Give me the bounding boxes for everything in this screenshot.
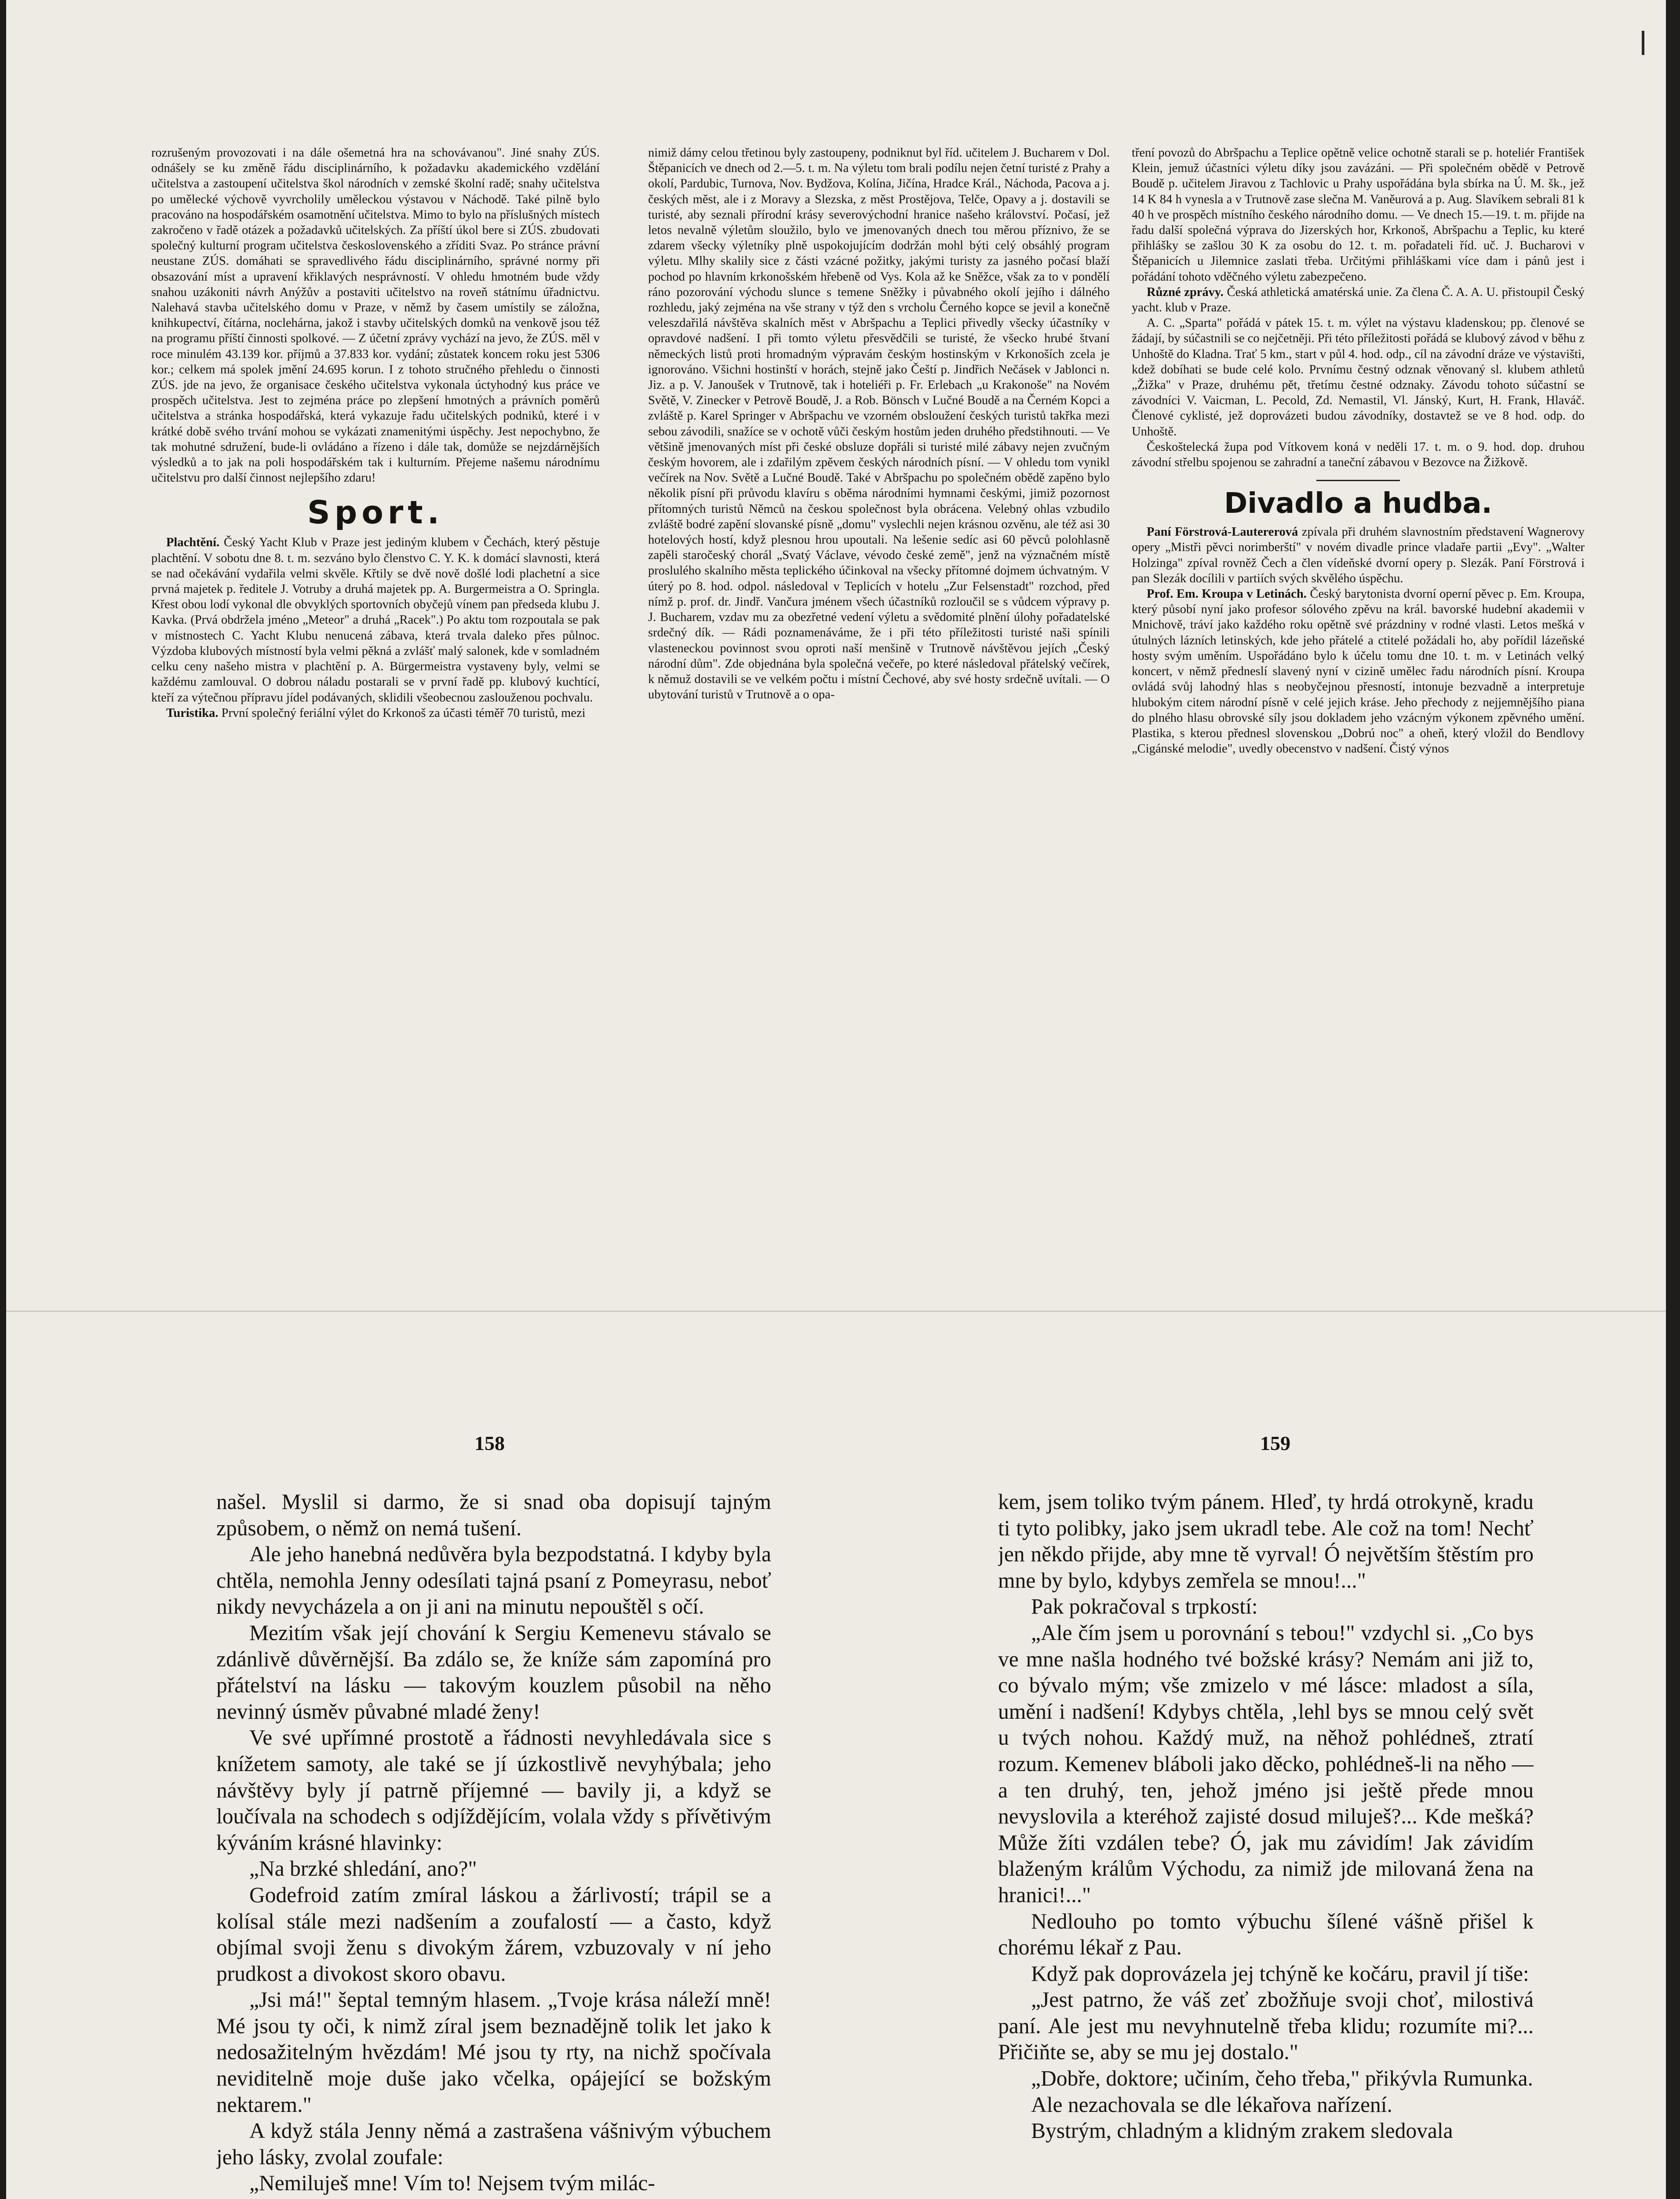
paragraph-text: Český barytonista dvorní operní pěvec p. Em. Kroupa, který působí nyní jako profesor sólového zpěvu na král. bavorské hudební akademii v Mnichově, tráví jako každého roku opětně své prázdniny v rodné vlasti. Letos mešká v útulných lázních letinských, kde jeho přátelé a ctitelé požádali ho, aby pořídil lázeňské hosty svým uměním. Uspořádáno bylo k účelu tomu dne 10. t. m. v Letinách velký koncert, v němž předneslí slavený nyní v cizině umělec řadu národních písní. Kroupa ovládá svůj lahodný hlas s neobyčejnou přesností, intonuje bezvadně a interpretuje hlubokým citem národní písně v celé jejich kráse. Jeho přechody z nejjemnějšího piana do plného hlasu obrovské síly jsou dokladem jeho vzácným výkonem zpěvného umění. Plastika, s kterou přednesl slovenskou „Dobrú noc" a oheň, který vložil do Bendlovy „Cigánské melodie", uvedly obecenstvo v nadšení. Čistý výnos: [1132, 587, 1585, 756]
article-paragraph: rozrušeným provozovati i na dále ošemetná hra na schovávanou". Jiné snahy ZÚS. odnášely se ku změně řádu disciplinárního, k požadavku akademického vzdělání učitelstva a zastoupení učitelstva škol národních v zemské školní radě; snahy učitelstva po umělecké výchově vyvrcholily uměleckou výstavou v Náchodě. Také pilně bylo pracováno na hospodářském osamotnění učitelstva. Mimo to bylo na příslušných místech zakročeno v řadě otázek a požadavků učitelských. Za příští úkol bere si ZÚS. zbudovati společný kulturní program učitelstva československého a zříditi Svaz. Po stránce právní neustane ZÚS. domáhati se spravedlivého řádu disciplinárního, správné normy při obsazování míst a upravení křiklavých nesprávností. V ohledu hmotném bude vždy snahou uzákoniti návrh Anýžův a postaviti učitelstvo na roveň státnímu úřadnictvu. Nalehavá stavba učitelského domu v Praze, v němž by časem umístily se záložna, knihkupectví, čítárna, noclehárna, jakož i stavby učitelských domků na venkově jsou též na programu příští činnosti spolkové. — Z účetní zprávy vychází na jevo, že ZÚS. měl v roce minulém 43.139 kor. příjmů a 37.833 kor. vydání; zůstatek koncem roku jest 5306 kor.; celkem má spolek jmění 24.695 korun. I z tohoto stručného přehledu o činnosti ZÚS. jde na jevo, že organisace českého učitelstva vykonala úctyhodný kus práce ve prospěch učitelstva. Jest to zejména práce po zlepšení hmotných a právních poměrů učitelstva a stránka hospodářská, která vykazuje řadu učitelských podniků, které i v krátké době svého trvání mohou se vykázati znamenitými úspěchy. Jest nepochybno, že tak mohutné sdružení, bude-li ovládáno a řízeno i dále tak, domůže se nejzdárnějších výsledků a to jak na poli hospodářském tak i kulturním. Přejeme našemu národnímu učitelstvu pro další činnost nejlepšího zdaru!: [151, 146, 600, 485]
novel-paragraph: Když pak doprovázela jej tchýně ke kočáru, pravil jí tiše:: [1031, 1961, 1529, 1986]
novel-paragraph: Ale nezachovala se dle lékařova nařízení.: [1031, 2092, 1392, 2117]
novel-paragraph: Nedlouho po tomto výbuchu šílené vášně přišel k chorému lékař z Pau.: [998, 1909, 1534, 1960]
article-paragraph: A. C. „Sparta" pořádá v pátek 15. t. m. výlet na výstavu kladenskou; pp. členové se žádají, by súčastnili se co nejčetněji. Při této příležitosti pořádá se klubový závod v běhu z Unhoště do Kladna. Trať 5 km., start v půl 4. hod. odp., cíl na závodní dráze ve výstavišti, kdež dobíhati se bude celé kolo. Prvnímu čestný odznak věnovaný sl. klubem athletů „Žižka" v Praze, druhému pět, třetímu čestné odznaky. Závodu tohoto súčastní se závodníci V. Vaicman, L. Pecold, Zd. Nemastil, Vl. Jánský, Kurt, H. Frank, Hlaváč. Členové cyklisté, jež doprovázeti budou závodníky, dostavtež se ve 8 hod. odp. do Unhoště.: [1132, 316, 1585, 438]
paragraph-text: Český Yacht Klub v Praze jest jediným klubem v Čechách, který pěstuje plachtění. V sobotu dne 8. t. m. sezváno bylo členstvo C. Y. K. k domácí slavnosti, která se nad očekávání vydařila velmi skvěle. Křtily se dvě nově došlé lodi plachetní a sice prvná majetek p. ředitele J. Votruby a druhá majetek pp. A. Burgermeistra a O. Springla. Křest obou lodí vykonal dle obvyklých sportovních obyčejů vínem pan předseda klubu J. Kavka. (Prvá obdržela jméno „Meteor" a druhá „Racek".) Po aktu tom rozpoutala se pak v místnostech C. Yacht Klubu nenucená zábava, která trvala daleko přes půlnoc. Výzdoba klubových místností byla velmi pěkná a zvlášť malý salonek, kde v somladném celku ceny našeho mistra v plachtění p. A. Bürgermeistra vystaveny byly, velmi se každému zamlouval. O dobrou náladu postarali se v první řadě pp. klubový kuchtící, kteří za výtečnou přípravu jídel podávaných, sklidili všeobecnou zaslouženou pochvalu.: [151, 536, 600, 705]
section-divider: [1316, 480, 1400, 481]
novel-paragraph: „Jest patrno, že váš zeť zbožňuje svoji choť, milostivá paní. Ale jest mu nevyhnutelně třeba klidu; rozumíte mi?... Přičiňte se, aby se mu jej dostalo.": [998, 1987, 1534, 2064]
novel-paragraph: kem, jsem toliko tvým pánem. Hleď, ty hrdá otrokyně, kradu ti tyto polibky, jako jsem ukradl tebe. Ale což na tom! Nechť jen někdo přijde, aby mne tě vyrval! Ó největším štěstím pro mne by bylo, kdybys zemřela se mnou!...": [998, 1490, 1534, 1593]
novel-paragraph: Ve své upřímné prostotě a řádnosti nevyhledávala sice s knížetem samoty, ale také se jí úzkostlivě nevyhýbala; jeho návštěvy byly jí patrně příjemné — bavily ji, a když se loučívala na schodech s odjíždějícím, volala vždy s přívětivým kýváním krásné hlavinky:: [216, 1725, 771, 1855]
article-paragraph: [151, 705, 600, 721]
novel-paragraph: „Nemiluješ mne! Vím to! Nejsem tvým milác-: [249, 2171, 655, 2195]
paragraph-lead: Plachtění.: [166, 536, 220, 550]
scanned-page: [6, 0, 1666, 2199]
novel-column-left: [216, 1489, 771, 2199]
novel-paragraph: Ale jeho hanebná nedůvěra byla bezpodstatná. I kdyby byla chtěla, nemohla Jenny odesílati tajná psaní z Pomeyrasu, neboť nikdy nevycházela a on ji ani na minutu nepouštěl s očí.: [216, 1542, 771, 1619]
novel-paragraph: „Jsi má!" šeptal temným hlasem. „Tvoje krása náleží mně! Mé jsou ty oči, k nimž zíral jsem beznadějně tolik let jako k nedosažitelným hvězdám! Mé jsou ty rty, na nichž spočívala neviditelně moje duše jako včelka, opájející se božským nektarem.": [216, 1987, 771, 2117]
page-number-left: 158: [474, 1432, 505, 1454]
column-2: [648, 145, 1110, 1284]
novel-paragraph: Mezitím však její chování k Sergiu Kemenevu stávalo se zdánlivě důvěrnější. Ba zdálo se, že kníže sám zapomíná pro přátelství na lásku — takovým kouzlem působil na něho nevinný úsměv půvabné mladé ženy!: [216, 1620, 771, 1724]
novel-paragraph: „Ale čím jsem u porovnání s tebou!" vzdychl si. „Co bys ve mne našla hodného tvé božské krásy? Nemám ani již to, co bývalo mým; vše zmizelo v mé lásce: mladost a síla, umění i nadšení! Kdybys chtěla, ‚lehl bys se mnou celý svět u tvých nohou. Každý muž, na něhož pohlédneš, ztratí rozum. Kemenev bláboli jako děcko, pohlédneš-li na něho — a ten druhý, ten, jehož jméno jsi ještě přede mnou nevyslovila a kteréhož zajisté dosud miluješ?... Kde mešká? Může žíti vzdálen tebe? Ó, jak mu závidím! Jak závidím blaženým králům Východu, za nimiž jde milovaná žena na hranici!...": [998, 1620, 1534, 1907]
paragraph-text: Česká athletická amatérská unie. Za člena Č. A. A. U. přistoupil Český yacht. klub v Praze.: [1132, 285, 1585, 315]
article-paragraph: nimiž dámy celou třetinou byly zastoupeny, podniknut byl říd. učitelem J. Bucharem v Dol. Štěpanicích ve dnech od 2.—5. t. m. Na výletu tom brali podílu nejen četní turisté z Prahy a okolí, Pardubic, Turnova, Nov. Bydžova, Kolína, Jičína, Hradce Král., Náchoda, Pacova a j. českých měst, ale i z Moravy a Slezska, z měst Prostějova, Telče, Opavy a j. dostavili se turisté, aby seznali přírodní krásy severovýchodní hranice našeho království. Počasí, jež letos nevalně výletům sloužilo, bylo ve jmenovaných dnech tou měrou příznivo, že se zdarem všecky výletníky plně uspokojujícím dodržán mohl býti celý obsáhlý program výletu. Mlhy skalily sice z části vzácné požitky, jakými turisty za jasného počasí blaží pochod po hlavním krkonošském hřebeně od Vys. Kola až ke Sněžce, však za to v pondělí ráno pozorování východu slunce s temene Sněžky i půvabného okolí jejího i dálného rozhledu, jaký zejména na vše strany v týž den s vrcholu Černého kopce se jevil a konečně veleszdařilá návštěva skalních měst v Abršpachu a Teplici přivedly všecky účastníky v opravdové nadšení. I při tomto výletu přesvědčili se turisté, že všecko hrubé štvaní německých listů proti hromadným výpravám českým hostinským v Krkonoších zcela je ignorováno. Všichni hostinští v horách, stejně jako Čeští p. Jindřich Nečásek v Jablonci n. Jiz. a p. V. Janoušek v Trutnově, tak i hoteliéři p. Fr. Erlebach „u Krakonoše" na Novém Světě, V. Zinecker v Petrově Boudě, J. a Rob. Bönsch v Lučné Boudě a na Černém Kopci a zvláště p. Karel Springer v Abršpachu ve vzorném obsloužení českých turistů takřka mezi sebou závodili, snažíce se v ochotě vůči českým hostům jeden druhého předstihnouti. — Ve většině jmenovaných míst při české obsluze dopřáli si turisté milé zábavy nejen zvučným českým hovorem, ale i zdařilým zpěvem českých národních písní. — V ohledu tom vynikl večírek na Nov. Světě a Lučné Boudě. Také v Abršpachu po společném obědě zapěno bylo několik písní při průvodu klavíru s oběma národními hymnami českými, jimiž pozornost přítomných turistů Němců na českou společnost byla obrácena. Velebný ohlas vzbudilo zvláště bodré zapění slovanské písně „domu" vyslechli nejen krásnou ozvěnu, ale též asi 30 hotelových hostí, když plesnou hrou upoutali. Na lešenie sedíc asi 60 pěvců polohlasně zapěli staročeský chorál „Svatý Václave, vévodo české země", jenž na význačném místě proslulého skalního města teplického účinkoval na všecky přítomné dojmem úchvatným. V úterý po 8. hod. odpol. následoval v Teplicích v hotelu „Zur Felsenstadt" rozchod, před nímž p. prof. dr. Jindř. Vančura jménem všech účastníků rozloučil se s vůdcem výpravy p. J. Bucharem, vzdav mu za obezřetné vedení výletu a svědomité plnění úlohy pořadatelské srdečný dík. — Rádi poznamenáváme, že i při této příležitosti turisté naši spínili vlasteneckou povinnost svou oproti naší menšině v Trutnově návštěvou jejích „Český národní dům". Zde objednána byla společná večeře, po které následoval přátelský večírek, k němuž dostavili se ve velkém počtu i místní Čechové, aby své hosty srdečně uvítali. — O ubytování turistů v Trutnově a o opa-: [648, 146, 1110, 702]
article-paragraph: tření povozů do Abršpachu a Teplice opětně velice ochotně starali se p. hoteliér František Klein, jemuž účastníci výletu díky jsou zavázáni. — Při společném obědě v Petrově Boudě p. učitelem Jiravou z Tachlovic u Prahy uspořádána byla sbírka na Ú. M. šk., jež 14 K 84 h vynesla a v Trutnově zase slečna M. Vaněurová a p. Aug. Slavíkem sebrali 81 k 40 h ve prospěch místního českého národního domu. — Ve dnech 15.—19. t. m. přijde na řadu další společná výprava do Jizerských hor, Krkonoš, Abršpachu a Teplic, ku které přihlášky se zašlou 30 K za osobu do 12. t. m. pořadateli říd. uč. J. Bucharovi v Štěpanicích u Jilemnice zaslati třeba. Určitými přihláškami více dam i pánů jest i pořádání tohoto vděčného výletu zabezpečeno.: [1132, 146, 1585, 284]
novel-paragraph: „Na brzké shledání, ano?": [249, 1856, 477, 1881]
paragraph-text: První společný feriální výlet do Krkonoš za účasti téměř 70 turistů, mezi: [221, 706, 586, 720]
article-paragraph: [1132, 586, 1585, 756]
paragraph-lead: Turistika.: [166, 706, 219, 720]
page-number-right: 159: [1260, 1432, 1290, 1454]
scan-artifact: [1642, 31, 1644, 55]
novel-paragraph: Pak pokračoval s trpkostí:: [1031, 1594, 1258, 1619]
paragraph-lead: Prof. Em. Kroupa v Letinách.: [1147, 587, 1307, 601]
novel-column-right: [998, 1489, 1534, 2199]
paragraph-text: zpívala při druhém slavnostním představení Wagnerovy opery „Mistři pěvci norimberští" v novém divadle prince vladaře partii „Evy". „Walter Holzinga" zpíval rovněž Čech a člen vídeňské dvorní opery p. Slezák. Paní Förstrová i pan Slezák docílili v partiích svých skvělého úspěchu.: [1132, 525, 1585, 585]
column-1: [151, 145, 600, 1284]
paragraph-lead: Paní Förstrová-Lautererová: [1147, 525, 1298, 539]
article-paragraph: [151, 535, 600, 705]
sport-heading: Sport.: [307, 494, 444, 531]
novel-paragraph: „Dobře, doktore; učiním, čeho třeba," přikývla Rumunka.: [1031, 2066, 1533, 2091]
column-3: [1132, 145, 1585, 1284]
novel-paragraph: A když stála Jenny němá a zastrašena vášnivým výbuchem jeho lásky, zvolal zoufale:: [216, 2119, 771, 2169]
novel-paragraph: Godefroid zatím zmíral láskou a žárlivostí; trápil se a kolísal stále mezi nadšením a zoufalostí — a často, když objímal svoji ženu s divokým žárem, vzbuzovaly v ní jeho prudkost a divokost skoro obavu.: [216, 1882, 771, 1986]
divadlo-heading: Divadlo a hudba.: [1224, 487, 1492, 520]
page-fold: [6, 1311, 1666, 1312]
novel-paragraph: Bystrým, chladným a klidným zrakem sledovala: [1031, 2119, 1453, 2143]
newspaper-section: [151, 145, 1585, 1284]
article-paragraph: [1132, 285, 1585, 315]
novel-paragraph: našel. Myslil si darmo, že si snad oba dopisují tajným způsobem, o němž on nemá tušení.: [216, 1490, 771, 1540]
article-paragraph: [1132, 524, 1585, 586]
paragraph-lead: Různé zprávy.: [1147, 285, 1224, 299]
article-paragraph: Českoštelecká župa pod Vítkovem koná v neděli 17. t. m. o 9. hod. dop. druhou závodní střelbu spojenou se zahradní a taneční zábavou v Bezovce na Žižkově.: [1132, 440, 1585, 470]
